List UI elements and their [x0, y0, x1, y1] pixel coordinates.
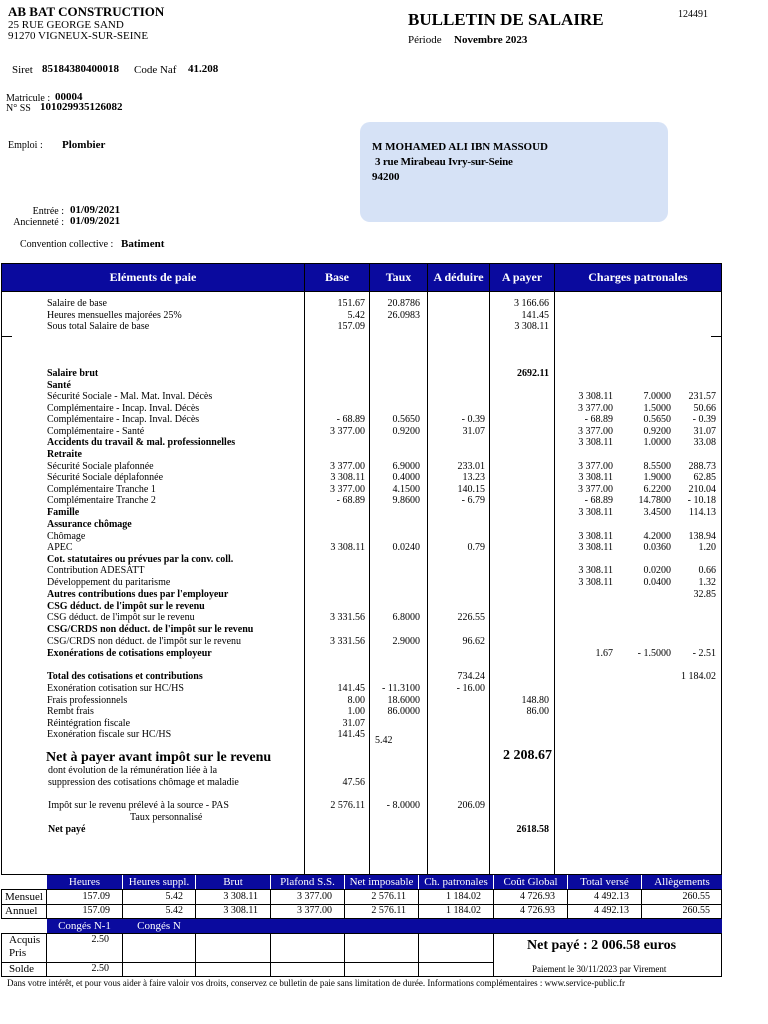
- company-city: 91270 VIGNEUX-SUR-SEINE: [8, 30, 149, 42]
- summary-header: Coût Global: [494, 875, 567, 889]
- anciennete-value: 01/09/2021: [70, 215, 121, 227]
- row-charge-rate: 7.0000: [643, 391, 671, 402]
- row-label: Cot. statutaires ou prévues par la conv. coll.: [47, 554, 234, 565]
- row-label: Exonérations de cotisations employeur: [47, 648, 212, 659]
- evolution-value: 47.56: [342, 777, 365, 788]
- conges-col-divider: [270, 933, 271, 977]
- row-base: 3 331.56: [330, 636, 365, 647]
- row-charge-amount: 138.94: [688, 531, 716, 542]
- row-deduction: 233.01: [457, 461, 485, 472]
- net-paye-value: 2618.58: [516, 824, 549, 835]
- row-base: 8.00: [347, 695, 365, 706]
- conges-col-divider: [493, 933, 494, 977]
- row-taux: - 11.3100: [382, 683, 420, 694]
- summary-cell: 1 184.02: [446, 891, 481, 902]
- conges-row-label: Pris: [9, 947, 27, 959]
- row-charge-rate: 1.5000: [643, 403, 671, 414]
- header-base: Base: [305, 264, 369, 291]
- header-deduire: A déduire: [428, 264, 489, 291]
- summary-cell: 3 308.11: [223, 905, 258, 916]
- company-street: 25 RUE GEORGE SAND: [8, 19, 124, 31]
- summary-cell: 5.42: [165, 891, 183, 902]
- summary-row-label: Mensuel: [5, 891, 43, 903]
- row-label: Salaire brut: [47, 368, 99, 379]
- row-label: Complémentaire - Incap. Inval. Décès: [47, 414, 200, 425]
- emploi-label: Emploi :: [8, 140, 43, 151]
- row-label: Exonération fiscale sur HC/HS: [47, 729, 172, 740]
- row-label: Développement du paritarisme: [47, 577, 171, 588]
- conges-header: Congés N-1: [58, 920, 111, 932]
- row-base: 151.67: [337, 298, 365, 309]
- employee-address-box: [360, 122, 668, 222]
- footer-note: Dans votre intérêt, et pour vous aider à faire valoir vos droits, conservez ce bulletin de paie sans limitation de durée. Informations complémentaires : www.service-public.fr: [7, 978, 625, 988]
- summary-header: Total versé: [568, 875, 641, 889]
- row-charge-amount: 33.08: [693, 437, 716, 448]
- row-charge-rate: 8.5500: [643, 461, 671, 472]
- header-divider: [2, 291, 721, 292]
- summary-cell: 4 726.93: [520, 905, 555, 916]
- row-charge-amount: 210.04: [688, 484, 716, 495]
- row-charge-rate: 0.0360: [643, 542, 671, 553]
- row-charge-rate: 3.4500: [643, 507, 671, 518]
- net-avant-value: 2 208.67: [503, 748, 552, 763]
- evolution-line2: suppression des cotisations chômage et maladie: [48, 777, 239, 788]
- row-taux: 2.9000: [392, 636, 420, 647]
- summary-cell: 260.55: [682, 905, 710, 916]
- row-charge-amount: - 2.51: [692, 648, 716, 659]
- row-taux: 6.8000: [392, 612, 420, 623]
- row-charge-base: 3 308.11: [578, 565, 613, 576]
- row-base: 31.07: [342, 718, 365, 729]
- net-paye-final: Net payé : 2 006.58 euros: [527, 938, 677, 953]
- row-label: CSG déduct. de l'impôt sur le revenu: [47, 601, 205, 612]
- naf-value: 41.208: [188, 63, 219, 75]
- period-value: Novembre 2023: [454, 34, 528, 46]
- row-label: Complémentaire Tranche 1: [47, 484, 156, 495]
- row-label: Retraite: [47, 449, 82, 460]
- row-charge-base: 3 377.00: [578, 484, 613, 495]
- row-label: APEC: [47, 542, 73, 553]
- row-label: CSG/CRDS non déduct. de l'impôt sur le revenu: [47, 624, 254, 635]
- row-base: 3 308.11: [330, 472, 365, 483]
- row-charge-base: 3 308.11: [578, 542, 613, 553]
- document-id: 124491: [678, 9, 708, 20]
- summary-header: Net imposable: [345, 875, 418, 889]
- row-taux: 4.1500: [392, 484, 420, 495]
- row-charge-base: 3 377.00: [578, 403, 613, 414]
- row-charge-base: 3 308.11: [578, 391, 613, 402]
- row-charge-base: - 68.89: [584, 414, 613, 425]
- col-divider: [427, 264, 428, 874]
- pas-taux-label: Taux personnalisé: [130, 812, 203, 823]
- summary-cell: 157.09: [82, 905, 110, 916]
- row-label: Sécurité Sociale déplafonnée: [47, 472, 164, 483]
- convention-value: Batiment: [121, 238, 165, 250]
- conges-row-label: Solde: [9, 963, 35, 975]
- summary-cell: 2 576.11: [371, 891, 406, 902]
- row-charge-amount: 31.07: [693, 426, 716, 437]
- row-taux: 0.9200: [392, 426, 420, 437]
- summary-header: Heures: [47, 875, 122, 889]
- row-base: 141.45: [337, 683, 365, 694]
- side-tick: [711, 336, 721, 337]
- row-label: Réintégration fiscale: [47, 718, 131, 729]
- row-pay: 2692.11: [517, 368, 549, 379]
- summary-cell: 260.55: [682, 891, 710, 902]
- row-charge-base: - 68.89: [584, 495, 613, 506]
- col-divider: [369, 264, 370, 874]
- row-deduction: - 0.39: [461, 414, 485, 425]
- row-deduction: 13.23: [462, 472, 485, 483]
- row-charge-base: 3 308.11: [578, 531, 613, 542]
- summary-cell: 1 184.02: [446, 905, 481, 916]
- row-charge-base: 3 377.00: [578, 461, 613, 472]
- pas-taux: - 8.0000: [386, 800, 420, 811]
- row-charge-amount: - 0.39: [692, 414, 716, 425]
- entree-value: 01/09/2021: [70, 204, 121, 216]
- summary-row-label: Annuel: [5, 905, 38, 917]
- row-charge-amount: 1.20: [698, 542, 716, 553]
- conges-header: Congés N: [137, 920, 181, 932]
- summary-header: Allègements: [642, 875, 722, 889]
- row-pay: 86.00: [526, 706, 549, 717]
- conges-row-label: Acquis: [9, 934, 41, 946]
- row-taux: 0.0240: [392, 542, 420, 553]
- summary-cell: 4 492.13: [594, 891, 629, 902]
- row-deduction: 734.24: [457, 671, 485, 682]
- header-payer: A payer: [490, 264, 554, 291]
- row-charge-amount: 114.13: [688, 507, 716, 518]
- header-elements: Eléments de paie: [2, 264, 304, 291]
- row-base: 3 377.00: [330, 461, 365, 472]
- row-base: 1.00: [347, 706, 365, 717]
- row-label: Accidents du travail & mal. professionnelles: [47, 437, 236, 448]
- summary-header: Plafond S.S.: [271, 875, 344, 889]
- row-label: CSG/CRDS non déduct. de l'impôt sur le revenu: [47, 636, 242, 647]
- summary-cell: 5.42: [165, 905, 183, 916]
- row-base: - 68.89: [336, 414, 365, 425]
- row-taux: 26.0983: [387, 310, 420, 321]
- row-label: Complémentaire - Incap. Inval. Décès: [47, 403, 200, 414]
- row-pay: 141.45: [521, 310, 549, 321]
- col-divider: [489, 264, 490, 874]
- conges-header-band-right: [493, 919, 722, 933]
- row-charge-rate: 0.0200: [643, 565, 671, 576]
- row-charge-rate: 1.9000: [643, 472, 671, 483]
- row-label: Sous total Salaire de base: [47, 321, 150, 332]
- pas-deduction: 206.09: [457, 800, 485, 811]
- company-name: AB BAT CONSTRUCTION: [8, 4, 165, 19]
- ss-label: N° SS: [6, 103, 31, 114]
- row-label: Assurance chômage: [47, 519, 132, 530]
- row-deduction: 0.79: [467, 542, 485, 553]
- row-charge-base: 3 308.11: [578, 437, 613, 448]
- summary-cell: 4 726.93: [520, 891, 555, 902]
- summary-cell: 2 576.11: [371, 905, 406, 916]
- row-charge-rate: 0.0400: [643, 577, 671, 588]
- siret-value: 85184380400018: [42, 63, 119, 75]
- row-charge-base: 3 308.11: [578, 577, 613, 588]
- row-deduction: - 16.00: [456, 683, 485, 694]
- row-base: - 68.89: [336, 495, 365, 506]
- row-base: 5.42: [347, 310, 365, 321]
- row-label: Chômage: [47, 531, 86, 542]
- row-charge-rate: 0.5650: [643, 414, 671, 425]
- row-charge-amount: 1.32: [698, 577, 716, 588]
- row-label: Frais professionnels: [47, 695, 128, 706]
- ss-value: 101029935126082: [40, 101, 123, 113]
- siret-label: Siret: [12, 64, 33, 76]
- row-deduction: 226.55: [457, 612, 485, 623]
- row-taux: 20.8786: [387, 298, 420, 309]
- row-charge-rate: 1.0000: [643, 437, 671, 448]
- row-base: 3 308.11: [330, 542, 365, 553]
- matricule-label: Matricule :: [6, 93, 51, 104]
- row-charge-amount: 62.85: [693, 472, 716, 483]
- row-charge-amount: 288.73: [688, 461, 716, 472]
- summary-cell: 157.09: [82, 891, 110, 902]
- row-pay: 3 166.66: [514, 298, 549, 309]
- summary-header: Heures suppl.: [123, 875, 195, 889]
- row-charge-amount: 50.66: [693, 403, 716, 414]
- conges-col-divider: [344, 933, 345, 977]
- row-label: Autres contributions dues par l'employeur: [47, 589, 229, 600]
- row-label: Famille: [47, 507, 80, 518]
- row-base: 3 377.00: [330, 426, 365, 437]
- row-charge-rate: 0.9200: [643, 426, 671, 437]
- payslip-table: [1, 263, 722, 875]
- entree-label: Entrée :: [32, 206, 64, 217]
- summary-cell: 3 377.00: [297, 905, 332, 916]
- row-charge-rate: 6.2200: [643, 484, 671, 495]
- pas-base: 2 576.11: [330, 800, 365, 811]
- row-charge-base: 3 308.11: [578, 507, 613, 518]
- anciennete-label: Ancienneté :: [13, 217, 64, 228]
- conges-value: 2.50: [91, 963, 109, 974]
- convention-label: Convention collective :: [20, 239, 114, 250]
- pas-label: Impôt sur le revenu prélevé à la source - PAS: [48, 800, 229, 811]
- row-label: Complémentaire - Santé: [47, 426, 145, 437]
- row-deduction: 140.15: [457, 484, 485, 495]
- row-label: Contribution ADESATT: [47, 565, 145, 576]
- row-charge-rate: 14.7800: [638, 495, 671, 506]
- row-charge-amount: 0.66: [698, 565, 716, 576]
- row-deduction: 31.07: [462, 426, 485, 437]
- conges-value: 2.50: [91, 934, 109, 945]
- row-pay: 3 308.11: [514, 321, 549, 332]
- header-charges: Charges patronales: [555, 264, 721, 291]
- row-deduction: - 6.79: [461, 495, 485, 506]
- row-charge-amount: - 10.18: [687, 495, 716, 506]
- row-taux: 6.9000: [392, 461, 420, 472]
- row-label: Complémentaire Tranche 2: [47, 495, 156, 506]
- row-taux: 86.0000: [387, 706, 420, 717]
- header-taux: Taux: [370, 264, 427, 291]
- summary-cell: 4 492.13: [594, 905, 629, 916]
- conges-col-divider: [418, 933, 419, 977]
- row-label: CSG déduct. de l'impôt sur le revenu: [47, 612, 195, 623]
- summary-header: Ch. patronales: [419, 875, 493, 889]
- conges-col-divider: [122, 933, 123, 977]
- row-taux: 18.6000: [387, 695, 420, 706]
- row-deduction: 96.62: [462, 636, 485, 647]
- row-label: Salaire de base: [47, 298, 107, 309]
- emploi-value: Plombier: [62, 139, 106, 151]
- row-charge-amount: 32.85: [693, 589, 716, 600]
- employee-street: 3 rue Mirabeau Ivry-sur-Seine: [375, 156, 513, 168]
- row-charge-base: 3 308.11: [578, 472, 613, 483]
- row-label: Santé: [47, 380, 71, 391]
- row-charge-base: 3 377.00: [578, 426, 613, 437]
- row-charge-base: 1.67: [595, 648, 613, 659]
- row-label: Rembt frais: [47, 706, 94, 717]
- row-label: Total des cotisations et contributions: [47, 671, 203, 682]
- row-pay: 148.80: [521, 695, 549, 706]
- row-charge-amount: 1 184.02: [681, 671, 716, 682]
- row-label: Sécurité Sociale - Mal. Mat. Inval. Décès: [47, 391, 213, 402]
- summary-cell: 3 308.11: [223, 891, 258, 902]
- payment-info: Paiement le 30/11/2023 par Virement: [532, 964, 667, 974]
- row-taux: 0.5650: [392, 414, 420, 425]
- row-base: 3 331.56: [330, 612, 365, 623]
- row-charge-amount: 231.57: [688, 391, 716, 402]
- summary-cell: 3 377.00: [297, 891, 332, 902]
- net-paye-label: Net payé: [48, 824, 86, 835]
- summary-header: Brut: [196, 875, 270, 889]
- row-base: 141.45: [337, 729, 365, 740]
- row-label: Exonération cotisation sur HC/HS: [47, 683, 184, 694]
- page-title: BULLETIN DE SALAIRE: [408, 10, 604, 29]
- evolution-line1: dont évolution de la rémunération liée à la: [48, 765, 218, 776]
- net-avant-taux-extra: 5.42: [375, 735, 393, 746]
- row-base: 3 377.00: [330, 484, 365, 495]
- conges-col-divider: [195, 933, 196, 977]
- row-charge-rate: 4.2000: [643, 531, 671, 542]
- period-label: Période: [408, 34, 442, 46]
- row-taux: 9.8600: [392, 495, 420, 506]
- naf-label: Code Naf: [134, 64, 177, 76]
- row-charge-rate: - 1.5000: [637, 648, 671, 659]
- conges-section: [1, 919, 722, 977]
- row-taux: 0.4000: [392, 472, 420, 483]
- row-label: Sécurité Sociale plafonnée: [47, 461, 154, 472]
- row-label: Heures mensuelles majorées 25%: [47, 310, 182, 321]
- side-tick: [2, 336, 12, 337]
- row-base: 157.09: [337, 321, 365, 332]
- employee-name: M MOHAMED ALI IBN MASSOUD: [372, 141, 549, 153]
- employee-postcode: 94200: [372, 171, 400, 183]
- net-avant-label: Net à payer avant impôt sur le revenu: [46, 750, 272, 765]
- matricule-value: 00004: [55, 91, 83, 103]
